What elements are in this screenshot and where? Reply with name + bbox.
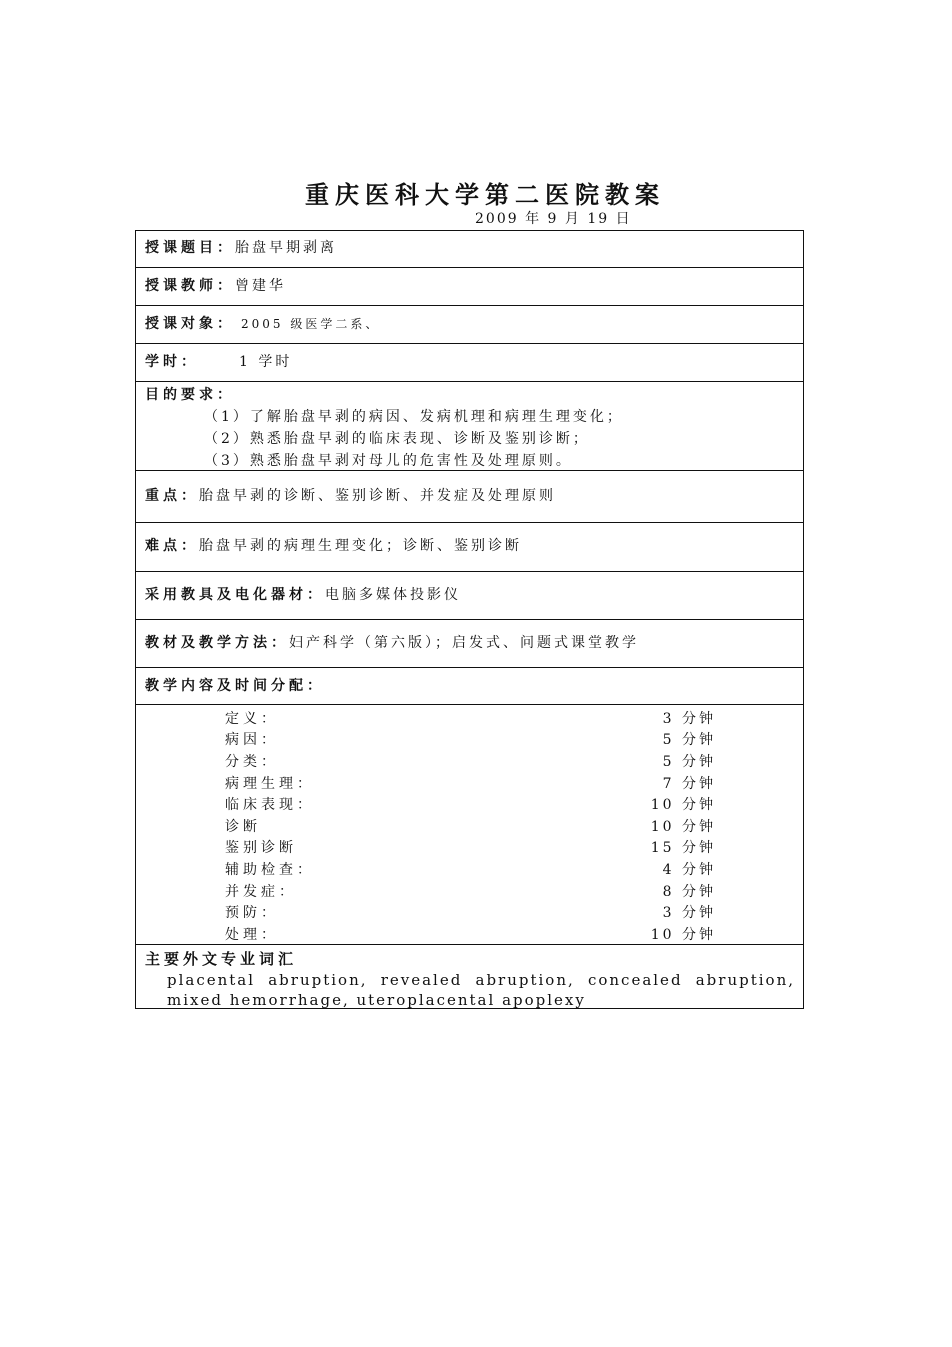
schedule-item-time: 10 分钟: [650, 819, 716, 835]
teacher-value: 曾建华: [235, 278, 286, 294]
vocabulary-line: mixed hemorrhage, uteroplacental apoplexy: [167, 991, 586, 1009]
vocabulary-label: 主要外文专业词汇: [145, 950, 298, 968]
objective-item: （3）熟悉胎盘早剥对母儿的危害性及处理原则。: [204, 453, 573, 469]
tools-value: 电脑多媒体投影仪: [325, 587, 461, 603]
schedule-item-name: 辅助检查：: [225, 862, 315, 878]
row-hours: [136, 344, 803, 382]
schedule-item-name: 定义：: [225, 711, 279, 727]
schedule-item-time: 4 分钟: [662, 862, 716, 878]
textbook-label: 教材及教学方法：: [145, 635, 289, 651]
difficulties-label: 难点：: [145, 538, 199, 554]
textbook-value: 妇产科学（第六版）；启发式、问题式课堂教学: [289, 635, 639, 651]
teacher-label: 授课教师：: [145, 278, 235, 294]
row-teacher: [136, 268, 803, 306]
key-points-value: 胎盘早剥的诊断、鉴别诊断、并发症及处理原则: [199, 488, 556, 504]
schedule-item-time: 3 分钟: [662, 711, 716, 727]
content-header-label: 教学内容及时间分配：: [145, 678, 325, 694]
row-key-points: [136, 471, 803, 523]
schedule-item-time: 10 分钟: [650, 927, 716, 943]
objective-item: （2）熟悉胎盘早剥的临床表现、诊断及鉴别诊断；: [204, 431, 590, 447]
schedule-item-time: 8 分钟: [662, 884, 716, 900]
lesson-plan-table: [135, 230, 804, 1009]
row-topic: [136, 231, 803, 268]
row-audience: [136, 306, 803, 344]
row-textbook: [136, 620, 803, 668]
document-date: 2009 年 9 月 19 日: [475, 211, 632, 227]
schedule-item-time: 15 分钟: [650, 840, 716, 856]
hours-value: 1 学时: [239, 354, 293, 370]
schedule-item-name: 病理生理：: [225, 776, 315, 792]
schedule-item-name: 临床表现：: [225, 797, 315, 813]
row-content-header: [136, 668, 803, 705]
vocabulary-line: placental abruption, revealed abruption, concealed abruption,: [167, 971, 795, 989]
schedule-item-name: 预防：: [225, 905, 279, 921]
hours-label: 学时：: [145, 354, 199, 370]
audience-value: 2005 级医学二系、: [241, 317, 381, 331]
tools-label: 采用教具及电化器材：: [145, 587, 325, 603]
schedule-item-time: 5 分钟: [662, 754, 716, 770]
difficulties-value: 胎盘早剥的病理生理变化；诊断、鉴别诊断: [199, 538, 522, 554]
schedule-item-time: 7 分钟: [662, 776, 716, 792]
row-objectives: [136, 382, 803, 471]
row-schedule: [136, 705, 803, 945]
document-title: 重庆医科大学第二医院教案: [305, 180, 665, 209]
row-vocabulary: [136, 945, 803, 1008]
schedule-item-time: 10 分钟: [650, 797, 716, 813]
audience-label: 授课对象：: [145, 316, 235, 332]
topic-label: 授课题目：: [145, 240, 235, 256]
objectives-label: 目的要求：: [145, 387, 235, 403]
schedule-item-name: 诊断: [225, 819, 261, 835]
schedule-item-name: 分类：: [225, 754, 279, 770]
row-difficulties: [136, 523, 803, 572]
topic-value: 胎盘早期剥离: [235, 240, 337, 256]
schedule-item-name: 处理：: [225, 927, 279, 943]
row-tools: [136, 572, 803, 620]
schedule-item-time: 3 分钟: [662, 905, 716, 921]
schedule-item-time: 5 分钟: [662, 732, 716, 748]
objective-item: （1）了解胎盘早剥的病因、发病机理和病理生理变化；: [204, 409, 624, 425]
key-points-label: 重点：: [145, 488, 199, 504]
schedule-item-name: 病因：: [225, 732, 279, 748]
schedule-item-name: 并发症：: [225, 884, 297, 900]
schedule-item-name: 鉴别诊断: [225, 840, 297, 856]
